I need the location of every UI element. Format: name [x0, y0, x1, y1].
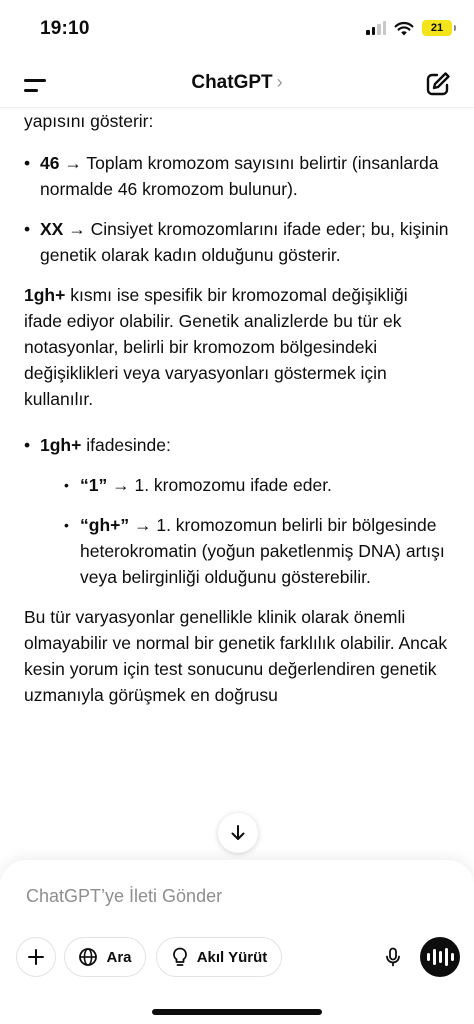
model-selector[interactable] — [0, 72, 474, 94]
paragraph: Bu tür varyasyonlar genellikle klinik olarak önemli olmayabilir ve normal bir genetik farklılık olabilir. Ancak kesin yorum için test sonucunu değerlendiren genetik uzmanıyla görüşmek en doğrusu — [24, 607, 448, 705]
list-item: • 1gh+ ifadesinde: • “1” → 1. kromozomu ifade eder. • “gh+” → 1. kromozomun belirli bir bölgesinde heterokromatin (yoğun paketlenmiş DNA) artışı veya belirginliği olduğunu gösterebilir. — [24, 432, 450, 590]
composer-toolbar — [16, 937, 460, 977]
status-icons — [366, 20, 452, 36]
voice-mode-button[interactable] — [420, 937, 460, 977]
nav-bar — [0, 60, 474, 108]
globe-icon — [78, 947, 98, 967]
arrow-down-icon — [229, 824, 247, 842]
plus-icon — [27, 948, 45, 966]
list-item: • “gh+” → 1. kromozomun belirli bir bölgesinde heterokromatin (yoğun paketlenmiş DNA) artışı veya belirginliği olduğunu gösterebilir. — [64, 512, 450, 590]
intro-fragment: yapısını gösterir: — [24, 111, 154, 131]
bullet-list — [24, 150, 450, 268]
assistant-message — [0, 108, 474, 860]
microphone-icon — [385, 947, 401, 967]
chevron-right-icon: › — [276, 72, 283, 92]
home-indicator — [152, 1009, 322, 1015]
list-item: • “1” → 1. kromozomu ifade eder. — [64, 472, 450, 498]
battery-icon — [422, 20, 452, 36]
list-item: • XX → Cinsiyet kromozomlarını ifade eder; bu, kişinin genetik olarak kadın olduğunu gösterir. — [24, 216, 450, 268]
dictation-button[interactable] — [373, 937, 413, 977]
waveform-icon — [425, 948, 455, 966]
sub-bullet-list — [40, 472, 450, 590]
cellular-signal-icon — [366, 21, 386, 35]
nav-title: ChatGPT — [191, 72, 273, 93]
reason-button[interactable] — [156, 937, 282, 977]
search-label: Ara — [106, 948, 132, 966]
status-bar — [0, 0, 474, 60]
paragraph: 1gh+ kısmı ise spesifik bir kromozomal değişikliği ifade ediyor olabilir. Genetik analizlerde bu tür ek notasyonlar, belirli bir kromozom bölgesindeki değişiklikleri veya varyasyonları göstermek için kullanılır. — [24, 285, 408, 409]
message-input[interactable]: ChatGPT’ye İleti Gönder — [26, 886, 223, 906]
add-attachment-button[interactable] — [16, 937, 56, 977]
composer — [0, 860, 474, 1024]
list-item: • 46 → Toplam kromozom sayısını belirtir (insanlarda normalde 46 kromozom bulunur). — [24, 150, 450, 202]
battery-level: 21 — [430, 22, 444, 34]
wifi-icon — [394, 21, 414, 36]
search-button[interactable] — [64, 937, 146, 977]
scroll-down-button[interactable] — [218, 813, 258, 853]
lightbulb-icon — [171, 947, 189, 967]
reason-label: Akıl Yürüt — [196, 948, 268, 966]
status-time: 19:10 — [40, 18, 90, 39]
new-chat-icon[interactable] — [424, 70, 452, 98]
bullet-list — [24, 432, 450, 590]
